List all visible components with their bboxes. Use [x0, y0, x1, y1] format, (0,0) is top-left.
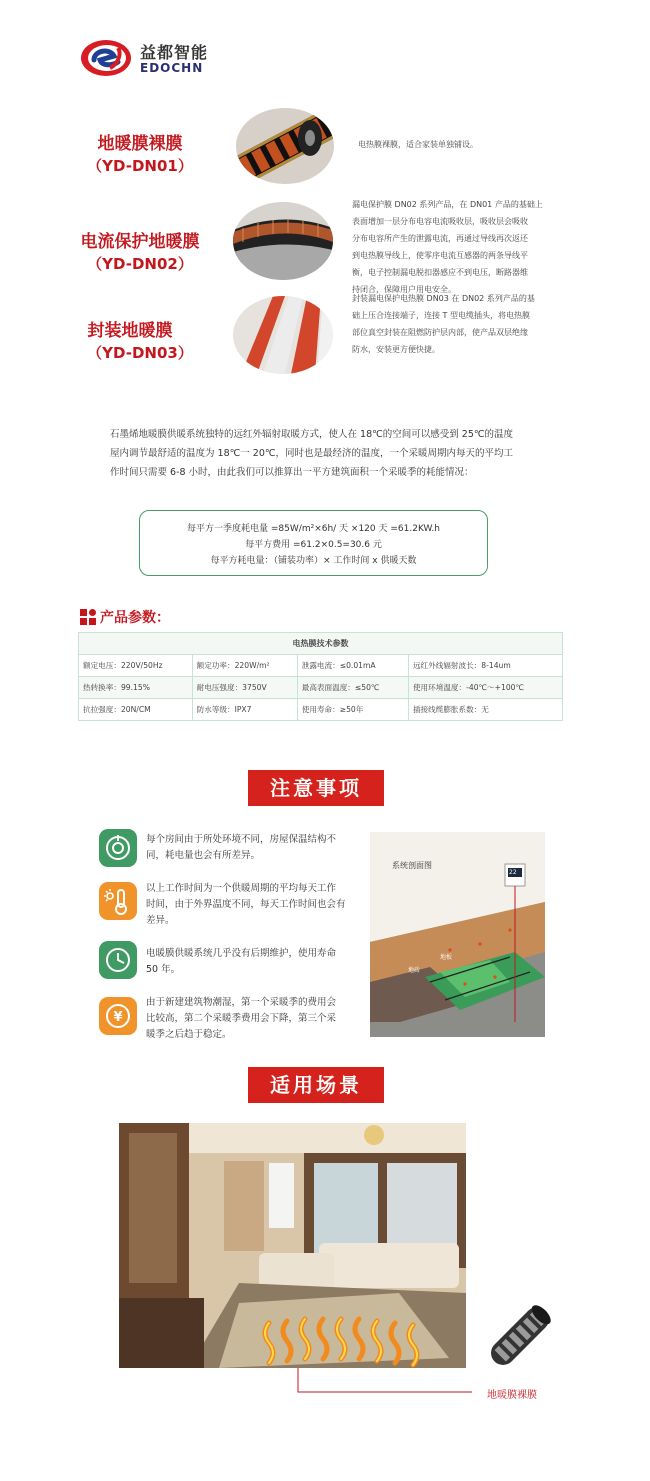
params-squares-icon: [80, 609, 96, 625]
params-table-title: 电热膜技术参数: [79, 633, 563, 655]
table-cell: 远红外线辐射波长：8-14um: [408, 655, 562, 677]
formula-line: 每平方一季度耗电量 =85W/m²×6h/ 天 ×120 天 =61.2KW.h: [187, 524, 440, 534]
table-cell: 泄露电流：≤0.01mA: [297, 655, 408, 677]
note-line: 由于新建建筑物潮湿，第一个采暖季的费用会: [146, 997, 337, 1008]
note-line: 暖季之后趋于稳定。: [146, 1029, 232, 1040]
note-line: 电暖膜供暖系统几乎没有后期维护，使用寿命: [146, 948, 337, 959]
product-description: [358, 136, 558, 153]
intro-line: 石墨烯地暖膜供暖系统独特的远红外辐射取暖方式，使人在 18℃的空间可以感受到 25℃的温度: [110, 429, 514, 440]
product-name: 电流保护地暖膜: [80, 232, 200, 252]
product-model: （YD-DN02）: [87, 255, 193, 273]
table-cell: 插接线缆膨胀系数：无: [408, 699, 562, 721]
film-roll-image: [480, 1296, 560, 1376]
note-line: 以上工作时间为一个供暖周期的平均每天工作: [146, 883, 337, 894]
caption-leader-line: [292, 1368, 472, 1396]
desc-line: 到电热膜导线上，使零序电流互感器的两条导线平: [352, 251, 528, 260]
desc-line: 防水，安装更方便快捷。: [352, 345, 440, 354]
living-room-scene-image: [119, 1123, 466, 1368]
desc-line: 封装漏电保护电热膜 DN03 在 DN02 系列产品的基: [352, 294, 535, 303]
note-line: 同，耗电量也会有所差异。: [146, 850, 261, 861]
thermostat-readout: 22: [509, 869, 517, 876]
note-line: 50 年。: [146, 964, 181, 975]
table-cell: 使用环境温度：-40℃～+100℃: [408, 677, 562, 699]
clock-icon: [99, 941, 137, 979]
system-cross-section-diagram: [370, 832, 545, 1037]
thermometer-sun-icon: [99, 882, 137, 920]
product-image-dn03: [233, 296, 333, 374]
product-description: [352, 290, 548, 358]
intro-paragraph: [110, 425, 550, 482]
note-text: [146, 881, 368, 929]
table-cell: 热转换率：99.15%: [79, 677, 193, 699]
diagram-label-floor: 地砖: [408, 967, 421, 974]
thermostat-icon: [99, 829, 137, 867]
desc-line: 表面增加一层分布电容电流吸收层，吸收层会吸收: [352, 217, 528, 226]
desc-line: 础上压合连接端子，连接 T 型电缆插头，将电热膜: [352, 311, 530, 320]
desc-line: 漏电保护膜 DN02 系列产品，在 DN01 产品的基础上: [352, 200, 543, 209]
product-model: （YD-DN03）: [87, 344, 193, 362]
energy-formula-box: [139, 510, 488, 576]
product-model: （YD-DN01）: [87, 157, 193, 175]
intro-line: 作时间只需要 6-8 小时，由此我们可以推算出一平方建筑面积一个采暖季的耗能情况：: [110, 467, 474, 478]
brand-mark-icon: [80, 38, 132, 78]
note-line: 时间，由于外界温度不同，每天工作时间也会有: [146, 899, 346, 910]
desc-line: 持闭合，保障用户用电安全。: [352, 285, 456, 294]
formula-line: 每平方费用 =61.2×0.5=30.6 元: [245, 540, 382, 550]
intro-line: 屋内调节最舒适的温度为 18℃一 20℃，同时也是最经济的温度，一个采暖周期内每天的平均工: [110, 448, 514, 459]
product-image-dn01: [236, 108, 334, 184]
table-cell: 防水等级：IPX7: [192, 699, 297, 721]
yuan-coin-icon: [99, 997, 137, 1035]
params-table: [78, 632, 563, 721]
desc-line: 分布电容所产生的泄露电流，再通过导线再次返还: [352, 234, 528, 243]
note-line: 比较高，第二个采暖季费用会下降，第三个采: [146, 1013, 337, 1024]
svg-text:¥: ¥: [113, 1010, 123, 1025]
table-cell: 额定电压：220V/50Hz: [79, 655, 193, 677]
product-name: 封装地暖膜: [87, 321, 173, 341]
brand-name-cn: 益都智能: [140, 43, 209, 62]
desc-line: 衡，电子控制漏电脱扣器感应不到电压，断路器维: [352, 268, 528, 277]
product-description: [352, 196, 548, 298]
product-name: 地暖膜裸膜: [97, 134, 183, 154]
product-image-dn02: [233, 202, 333, 280]
table-cell: 耐电压强度：3750V: [192, 677, 297, 699]
notes-banner: 注意事项: [248, 770, 384, 806]
table-cell: 额定功率：220W/m²: [192, 655, 297, 677]
table-cell: 抗拉强度：20N/CM: [79, 699, 193, 721]
params-title: 产品参数：: [100, 610, 170, 626]
table-cell: 使用寿命：≥50年: [297, 699, 408, 721]
desc-line: 电热膜裸膜，适合家装单独铺设。: [358, 140, 478, 149]
note-line: 差异。: [146, 915, 175, 926]
diagram-label-film: 地板: [440, 954, 453, 961]
note-line: 每个房间由于所处环境不同，房屋保温结构不: [146, 834, 337, 845]
brand-logo: [80, 38, 240, 78]
diagram-title: 系统剖面图: [392, 861, 432, 870]
note-text: [146, 832, 368, 864]
brand-name-en: EDOCHN: [140, 61, 204, 75]
note-text: [146, 995, 368, 1043]
scenes-banner: 适用场景: [248, 1067, 384, 1103]
scene-caption: 地暖膜裸膜: [487, 1390, 537, 1401]
formula-line: 每平方耗电量：（铺装功率）× 工作时间 x 供暖天数: [210, 556, 417, 566]
table-cell: 最高表面温度：≤50℃: [297, 677, 408, 699]
note-text: [146, 946, 368, 978]
desc-line: 部位真空封装在阻燃防护层内部，使产品双层绝缘: [352, 328, 528, 337]
